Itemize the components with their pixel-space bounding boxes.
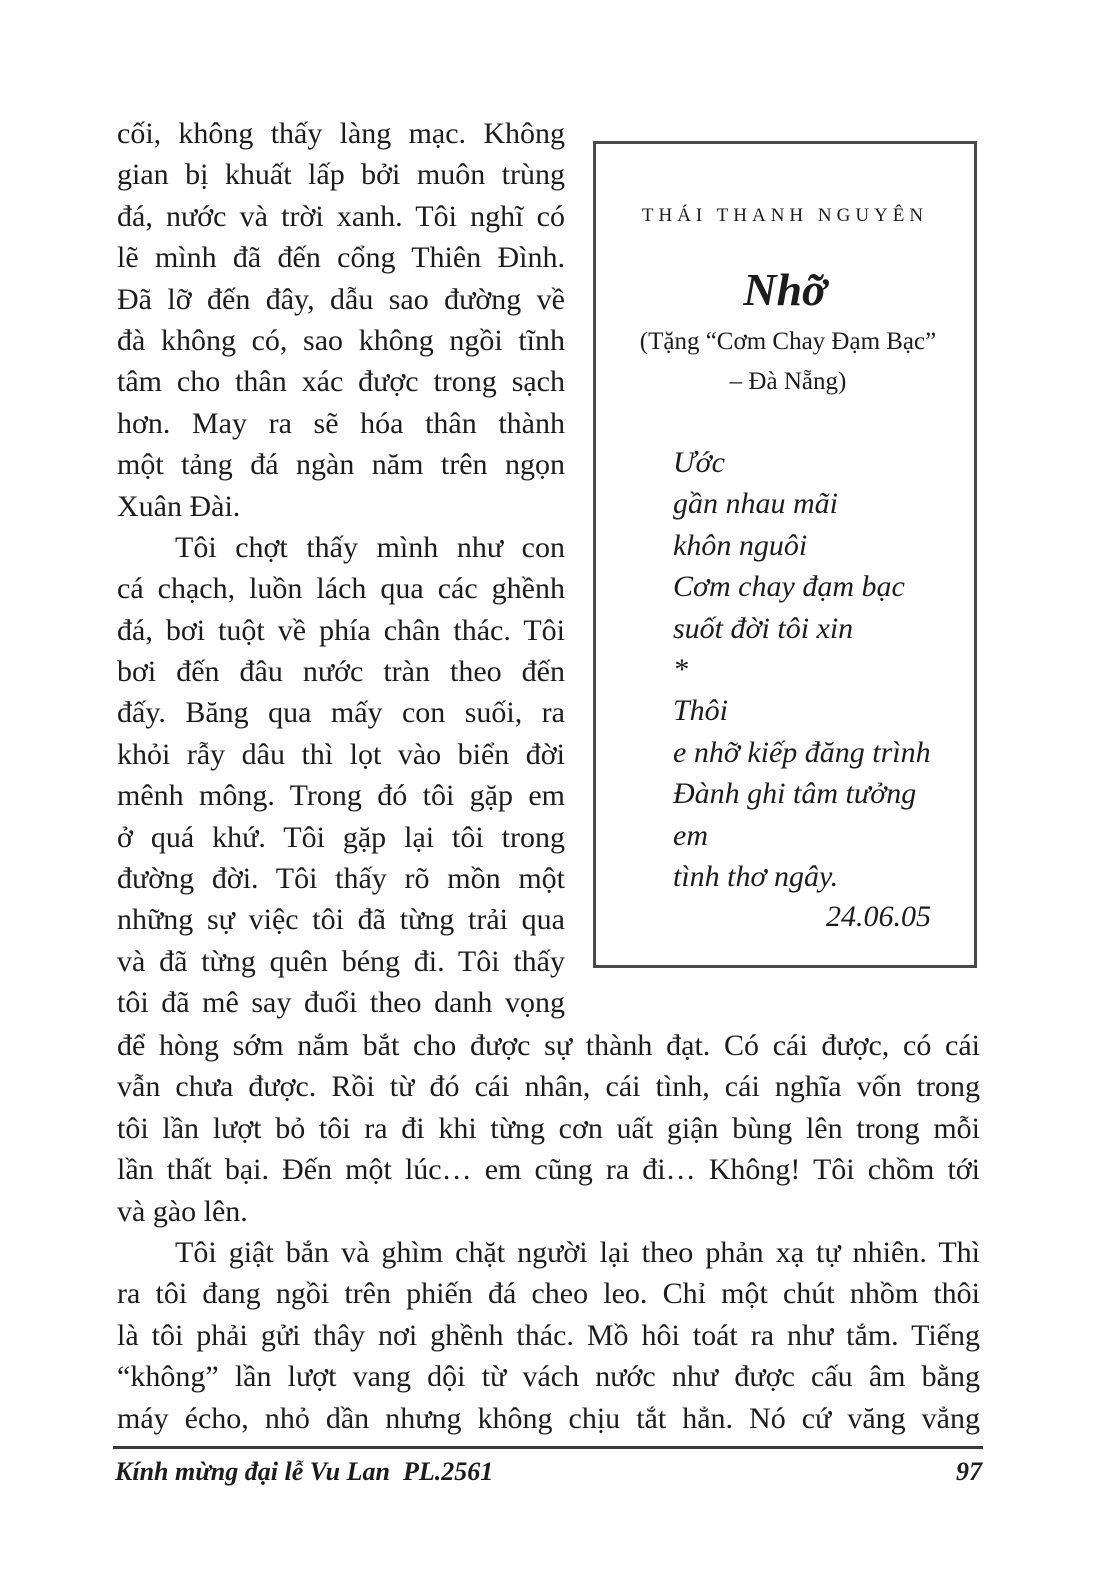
text-line: gian bị khuất lấp bởi muôn trùng — [117, 158, 565, 192]
poem-line: gần nhau mãi — [673, 487, 838, 521]
text-line: máy écho, nhỏ dần nhưng không chịu tắt hẳn. Nó cứ văng vẳng — [117, 1401, 980, 1435]
text-line: Xuân Đài. — [117, 489, 241, 523]
text-line: tôi lần lượt bỏ tôi ra đi khi từng cơn uất giận bùng lên trong mỗi — [117, 1111, 980, 1145]
text-line: lần thất bại. Đến một lúc… em cũng ra đi… Không! Tôi chồm tới — [117, 1153, 980, 1187]
poem-title: Nhỡ — [743, 264, 827, 315]
text-line: khỏi rẫy dâu thì lọt vào biển đời — [117, 737, 565, 771]
poem-author: THÁI THANH NGUYÊN — [641, 205, 929, 226]
poem-line: Thôi — [673, 694, 729, 728]
poem-line: tình thơ ngây. — [673, 859, 839, 893]
poem-line: em — [673, 818, 708, 852]
text-line: để hòng sớm nắm bắt cho được sự thành đạt. Có cái được, có cái — [117, 1029, 980, 1062]
poem-line: khôn nguôi — [673, 528, 808, 562]
poem-date: 24.06.05 — [826, 900, 931, 933]
poem-line: Ước — [673, 446, 725, 479]
text-line: là tôi phải gửi thây nơi ghềnh thác. Mồ hôi toát ra như tắm. Tiếng — [117, 1318, 980, 1352]
poem-dedication — [606, 322, 970, 402]
text-line: và đã từng quên béng đi. Tôi thấy — [117, 944, 565, 978]
text-line: “không” lần lượt vang dội từ vách nước như được cấu âm bằng — [117, 1360, 980, 1394]
poem-line: Cơm chay đạm bạc — [673, 570, 905, 604]
text-line: mênh mông. Trong đó tôi gặp em — [117, 779, 565, 813]
text-line: đà không có, sao không ngồi tĩnh — [117, 323, 565, 357]
page-number: 97 — [956, 1457, 982, 1486]
footer-publication: Kính mừng đại lễ Vu Lan PL.2561 — [115, 1457, 494, 1486]
text-line: đá, nước và trời xanh. Tôi nghĩ có — [117, 199, 565, 233]
text-line: cá chạch, luồn lách qua các ghềnh — [117, 572, 565, 606]
left-column-text — [117, 113, 565, 1024]
text-line: cối, không thấy làng mạc. Không — [117, 117, 565, 150]
full-width-text — [117, 1025, 980, 1439]
text-line: ra tôi đang ngồi trên phiến đá cheo leo. Chỉ một chút nhồm thôi — [117, 1277, 980, 1311]
text-line: Tôi giật bắn và ghìm chặt người lại theo phản xạ tự nhiên. Thì — [175, 1235, 980, 1269]
footer-divider — [113, 1446, 983, 1449]
poem-dedication-line: (Tặng “Cơm Chay Đạm Bạc” — [639, 328, 937, 355]
text-line: những sự việc tôi đã từng trải qua — [117, 903, 565, 937]
text-line: hơn. May ra sẽ hóa thân thành — [117, 406, 565, 440]
text-line: tôi đã mê say đuổi theo danh vọng — [117, 986, 565, 1020]
poem-dedication-line: – Đà Nẵng) — [729, 368, 847, 395]
text-line: tâm cho thân xác được trong sạch — [117, 365, 565, 399]
text-line: và gào lên. — [117, 1194, 248, 1228]
text-line: vẫn chưa được. Rồi từ đó cái nhân, cái tình, cái nghĩa vốn trong — [117, 1070, 980, 1104]
poem-line: e nhỡ kiếp đăng trình — [673, 735, 931, 769]
text-line: một tảng đá ngàn năm trên ngọn — [117, 448, 565, 482]
poem-line: Đành ghi tâm tưởng — [673, 777, 917, 811]
poem-verses — [673, 442, 931, 897]
text-line: lẽ mình đã đến cổng Thiên Đình. — [117, 241, 565, 275]
text-line: Đã lỡ đến đây, dẫu sao đường về — [117, 282, 565, 316]
text-line: ở quá khứ. Tôi gặp lại tôi trong — [117, 820, 565, 854]
text-line: đấy. Băng qua mấy con suối, ra — [117, 696, 565, 730]
text-line: đường đời. Tôi thấy rõ mồn một — [117, 862, 565, 896]
poem-line: suốt đời tôi xin — [673, 611, 854, 645]
text-line: Tôi chợt thấy mình như con — [175, 530, 565, 564]
poem-box — [593, 141, 977, 968]
text-line: bơi đến đâu nước tràn theo đến — [117, 655, 565, 689]
text-line: đá, bơi tuột về phía chân thác. Tôi — [117, 613, 565, 647]
poem-line: * — [673, 652, 688, 686]
